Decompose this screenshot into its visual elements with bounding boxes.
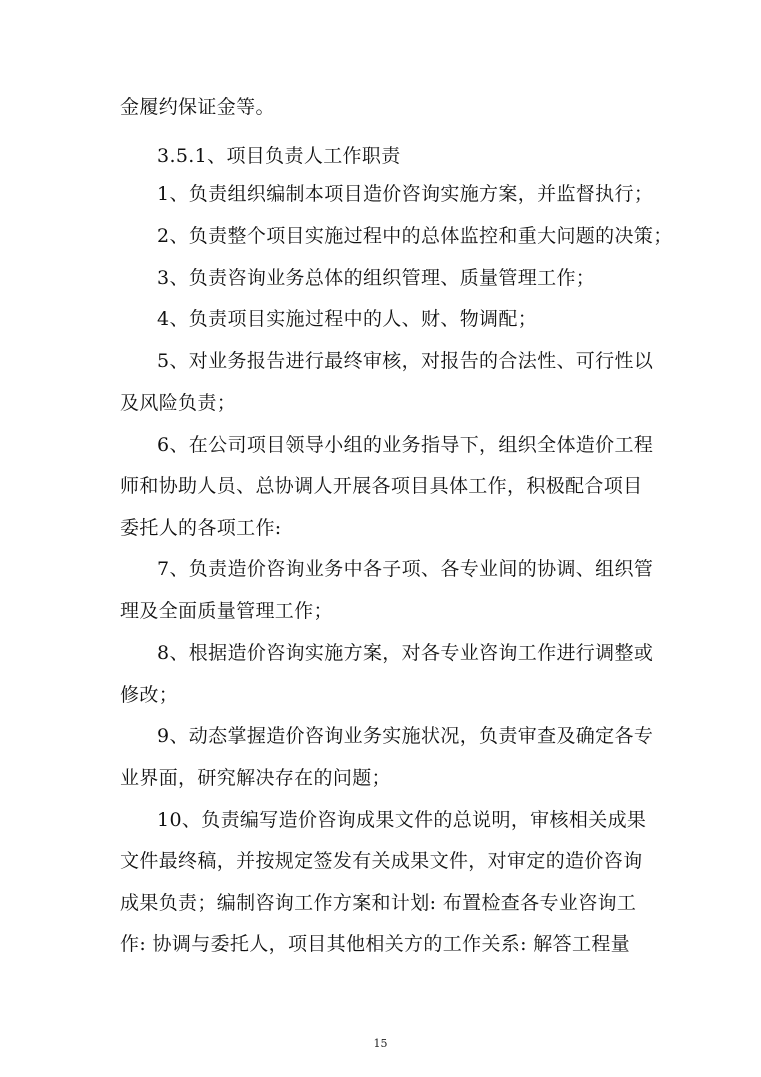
text-line: 2、负责整个项目实施过程中的总体监控和重大问题的决策； xyxy=(157,225,673,247)
text-line: 4、负责项目实施过程中的人、财、物调配； xyxy=(157,308,538,330)
text-line: 成果负责；编制咨询工作方案和计划: 布置检查各专业咨询工 xyxy=(120,892,637,914)
text-line: 修改； xyxy=(120,684,179,706)
text-line: 5、对业务报告进行最终审核，对报告的合法性、可行性以 xyxy=(157,350,654,372)
text-line: 业界面，研究解决存在的问题； xyxy=(120,767,391,789)
text-line: 及风险负责； xyxy=(120,392,237,414)
text-line: 1、负责组织编制本项目造价咨询实施方案，并监督执行； xyxy=(157,183,654,205)
page-number: 15 xyxy=(373,1037,388,1050)
text-line: 6、在公司项目领导小组的业务指导下，组织全体造价工程 xyxy=(157,434,654,456)
text-line: 10、负责编写造价咨询成果文件的总说明，审核相关成果 xyxy=(157,809,647,831)
text-line: 3、负责咨询业务总体的组织管理、质量管理工作； xyxy=(157,267,596,289)
text-line: 委托人的各项工作: xyxy=(120,517,282,539)
text-line: 师和协助人员、总协调人开展各项目具体工作，积极配合项目 xyxy=(120,475,643,497)
text-line: 9、动态掌握造价咨询业务实施状况，负责审查及确定各专 xyxy=(157,725,654,747)
text-line: 金履约保证金等。 xyxy=(120,96,275,118)
text-line: 文件最终稿，并按规定签发有关成果文件，对审定的造价咨询 xyxy=(120,850,643,872)
text-line: 作: 协调与委托人，项目其他相关方的工作关系: 解答工程量 xyxy=(120,933,631,955)
text-line: 7、负责造价咨询业务中各子项、各专业间的协调、组织管 xyxy=(157,558,654,580)
section-heading: 3.5.1、项目负责人工作职责 xyxy=(157,145,401,167)
text-line: 理及全面质量管理工作； xyxy=(120,600,333,622)
text-line: 8、根据造价咨询实施方案，对各专业咨询工作进行调整或 xyxy=(157,642,654,664)
